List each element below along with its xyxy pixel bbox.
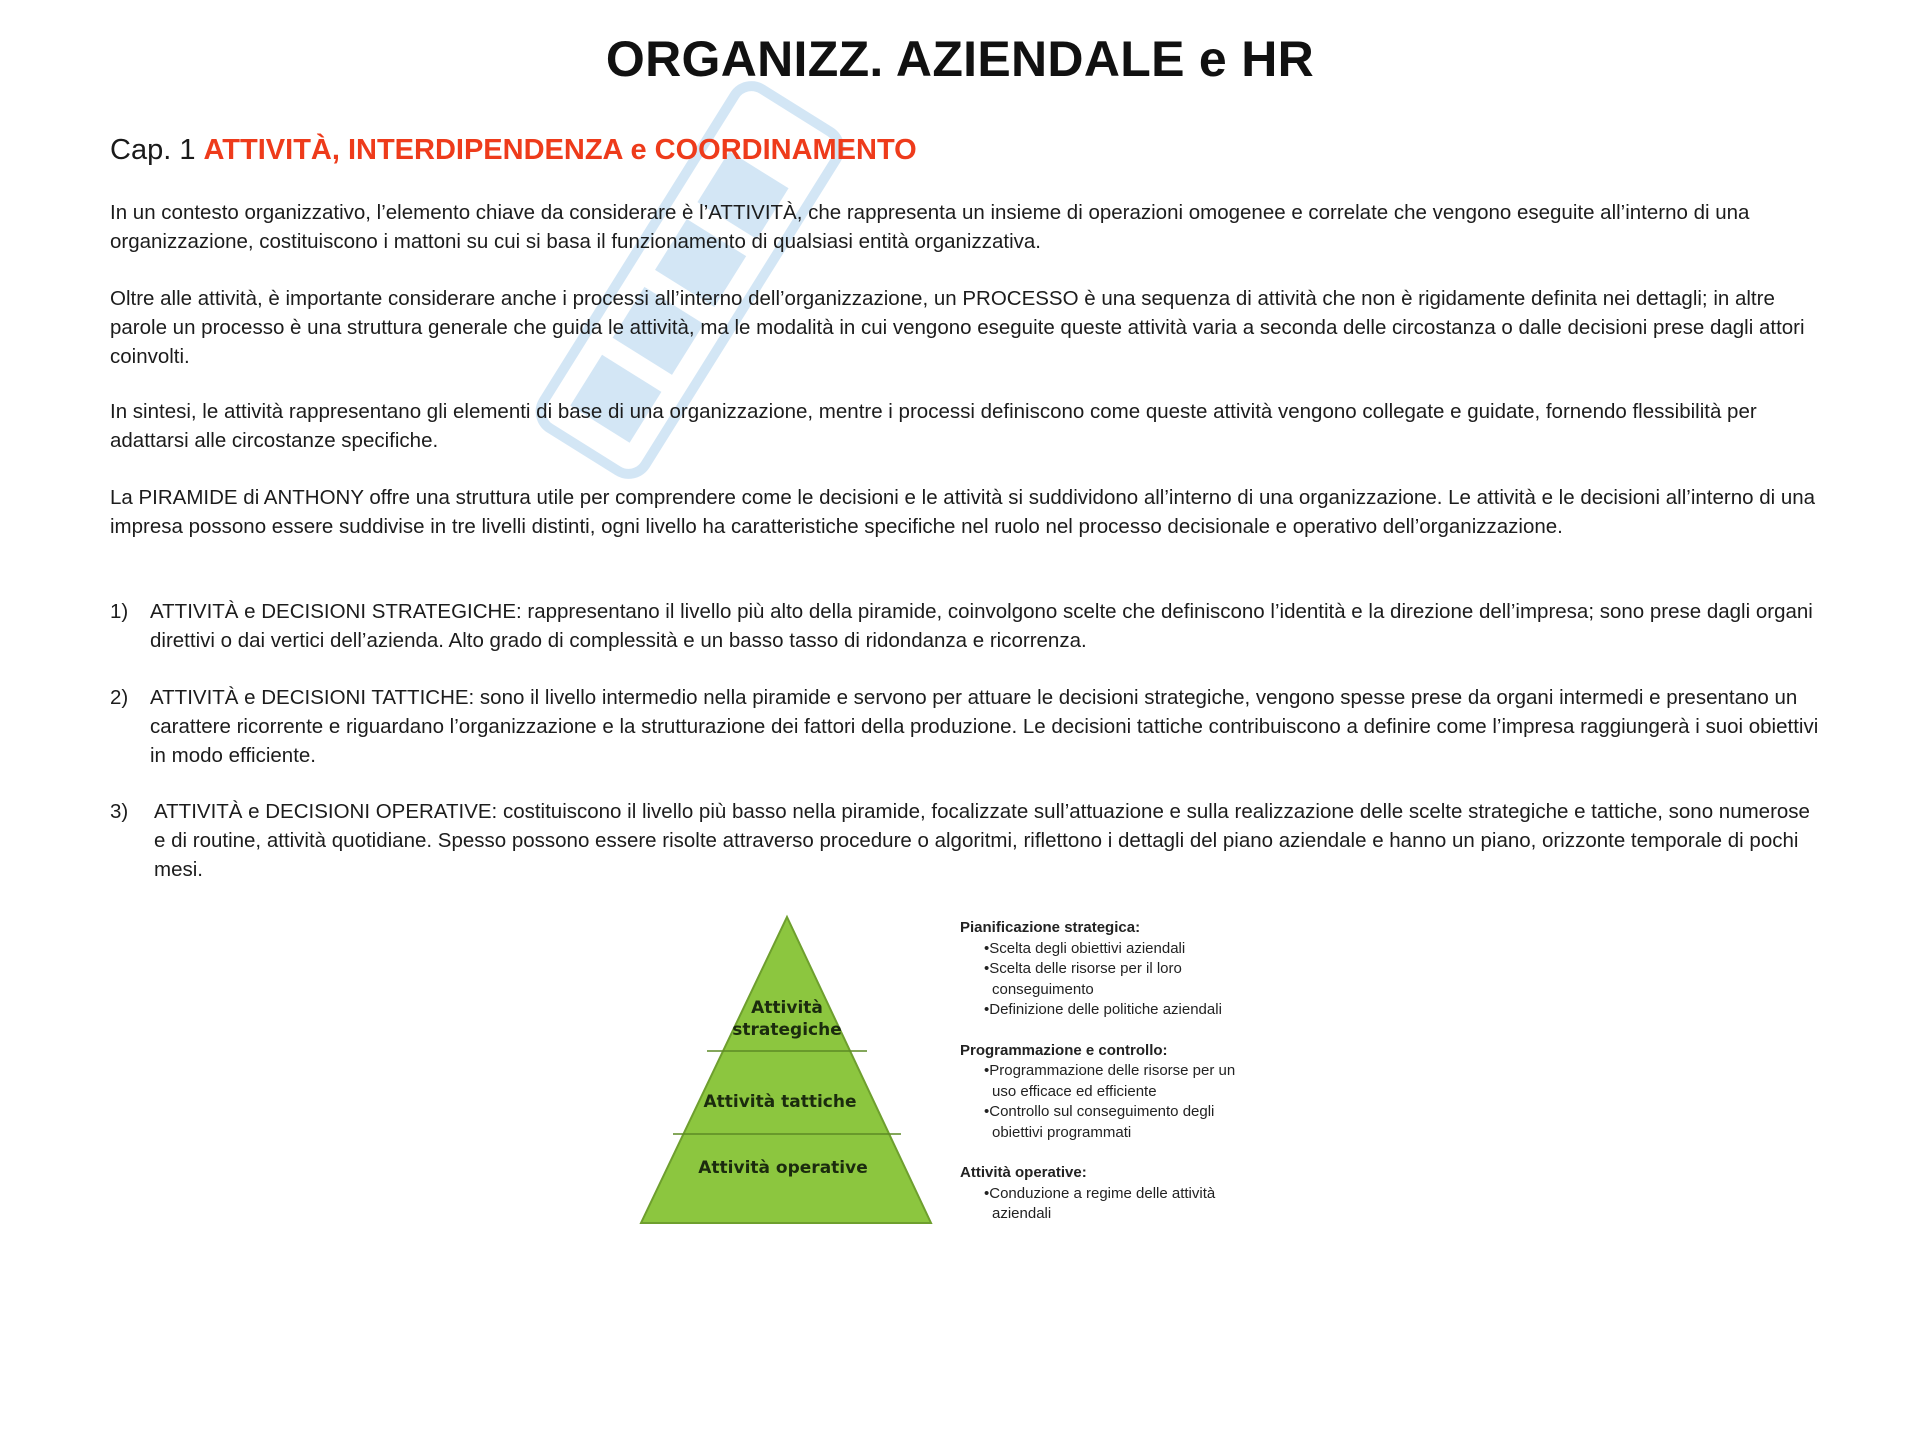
pyramid-legend <box>960 918 1320 1245</box>
list-number: 2) <box>110 686 129 709</box>
legend-entry: •Scelta degli obiettivi aziendali <box>984 939 1186 957</box>
list-item-text: ATTIVITÀ e DECISIONI OPERATIVE: costituiscono il livello più basso nella piramide, focalizzate sull’attuazione e sulla realizzazione delle scelte strategiche e tattiche, sono numerose e di routine, attività quotidiane. Spesso possono essere risolte attraverso procedure o algoritmi, riflettono i dettagli del piano aziendale e hanno un piano, orizzonte temporale di pochi mesi. <box>154 800 1810 881</box>
pyramid-label-strategic-line2: strategiche <box>732 1020 842 1040</box>
list-item-text: ATTIVITÀ e DECISIONI TATTICHE: sono il livello intermedio nella piramide e servono per attuare le decisioni strategiche, vengono spesse prese da organi intermedi e presentano un carattere ricorrente e riguardano l’organizzazione e la strutturazione dei fattori della produzione. Le decisioni tattiche contribuiscono a definire come l’impresa raggiungerà i suoi obiettivi in modo efficiente. <box>150 686 1819 767</box>
list-item-strategic <box>110 597 1825 655</box>
legend-heading: Programmazione e controllo: <box>960 1041 1168 1059</box>
paragraph-summary: In sintesi, le attività rappresentano gli elementi di base di una organizzazione, mentre i processi definiscono come queste attività vengono collegate e guidate, fornendo flessibilità per adattarsi alle circostanze specifiche. <box>110 400 1757 452</box>
list-number: 3) <box>110 800 129 823</box>
legend-heading: Attività operative: <box>960 1164 1087 1181</box>
legend-operational <box>960 1163 1320 1225</box>
legend-heading: Pianificazione strategica: <box>960 919 1141 936</box>
chapter-heading <box>110 134 917 167</box>
legend-entry: •Definizione delle politiche aziendali <box>984 1001 1222 1018</box>
legend-entry-continuation: aziendali <box>992 1205 1052 1222</box>
legend-entry-continuation: conseguimento <box>992 980 1094 998</box>
legend-entry-continuation: obiettivi programmati <box>992 1123 1132 1141</box>
pyramid-label-tactical: Attività tattiche <box>703 1092 857 1112</box>
anthony-pyramid <box>630 905 950 1235</box>
legend-entry: •Programmazione delle risorse per un <box>984 1062 1236 1079</box>
legend-entry: •Controllo sul conseguimento degli <box>984 1103 1215 1120</box>
paragraph-process: Oltre alle attività, è importante considerare anche i processi all’interno dell’organizzazione, un PROCESSO è una sequenza di attività che non è rigidamente definita nei dettagli; in altre parole un processo è una struttura generale che guida le attività, ma le modalità in cui vengono eseguite queste attività varia a seconda delle circostanza o dalle decisioni prese dagli attori coinvolti. <box>110 287 1805 368</box>
chapter-name: ATTIVITÀ, INTERDIPENDENZA e COORDINAMENTO <box>203 134 917 166</box>
list-item-operational <box>110 797 1825 884</box>
legend-strategic <box>960 918 1320 1021</box>
chapter-prefix: Cap. 1 <box>110 134 196 166</box>
legend-tactical <box>960 1041 1320 1144</box>
paragraph-activity: In un contesto organizzativo, l’elemento chiave da considerare è l’ATTIVITÀ, che rappresenta un insieme di operazioni omogenee e correlate che vengono eseguite all’interno di una organizzazione, costituiscono i mattoni su cui si basa il funzionamento di qualsiasi entità organizzativa. <box>110 201 1750 253</box>
list-item-text: ATTIVITÀ e DECISIONI STRATEGICHE: rappresentano il livello più alto della piramide, coinvolgono scelte che definiscono l’identità e la direzione dell’impresa; sono prese dagli organi direttivi o dai vertici dell’azienda. Alto grado di complessità e un basso tasso di ridondanza e ricorrenza. <box>150 600 1813 652</box>
list-number: 1) <box>110 600 129 623</box>
pyramid-label-strategic-line1: Attività <box>751 998 823 1018</box>
legend-entry-continuation: uso efficace ed efficiente <box>992 1082 1157 1100</box>
page-title: ORGANIZZ. AZIENDALE e HR <box>605 31 1315 87</box>
legend-entry: •Scelta delle risorse per il loro <box>984 960 1182 977</box>
paragraph-anthony-pyramid: La PIRAMIDE di ANTHONY offre una struttura utile per comprendere come le decisioni e le attività si suddividono all’interno di una organizzazione. Le attività e le decisioni all’interno di una impresa possono essere suddivise in tre livelli distinti, ogni livello ha caratteristiche specifiche nel ruolo nel processo decisionale e operativo dell’organizzazione. <box>110 486 1816 538</box>
pyramid-label-operational: Attività operative <box>698 1158 868 1178</box>
list-item-tactical <box>110 683 1825 770</box>
legend-entry: •Conduzione a regime delle attività <box>984 1184 1216 1202</box>
